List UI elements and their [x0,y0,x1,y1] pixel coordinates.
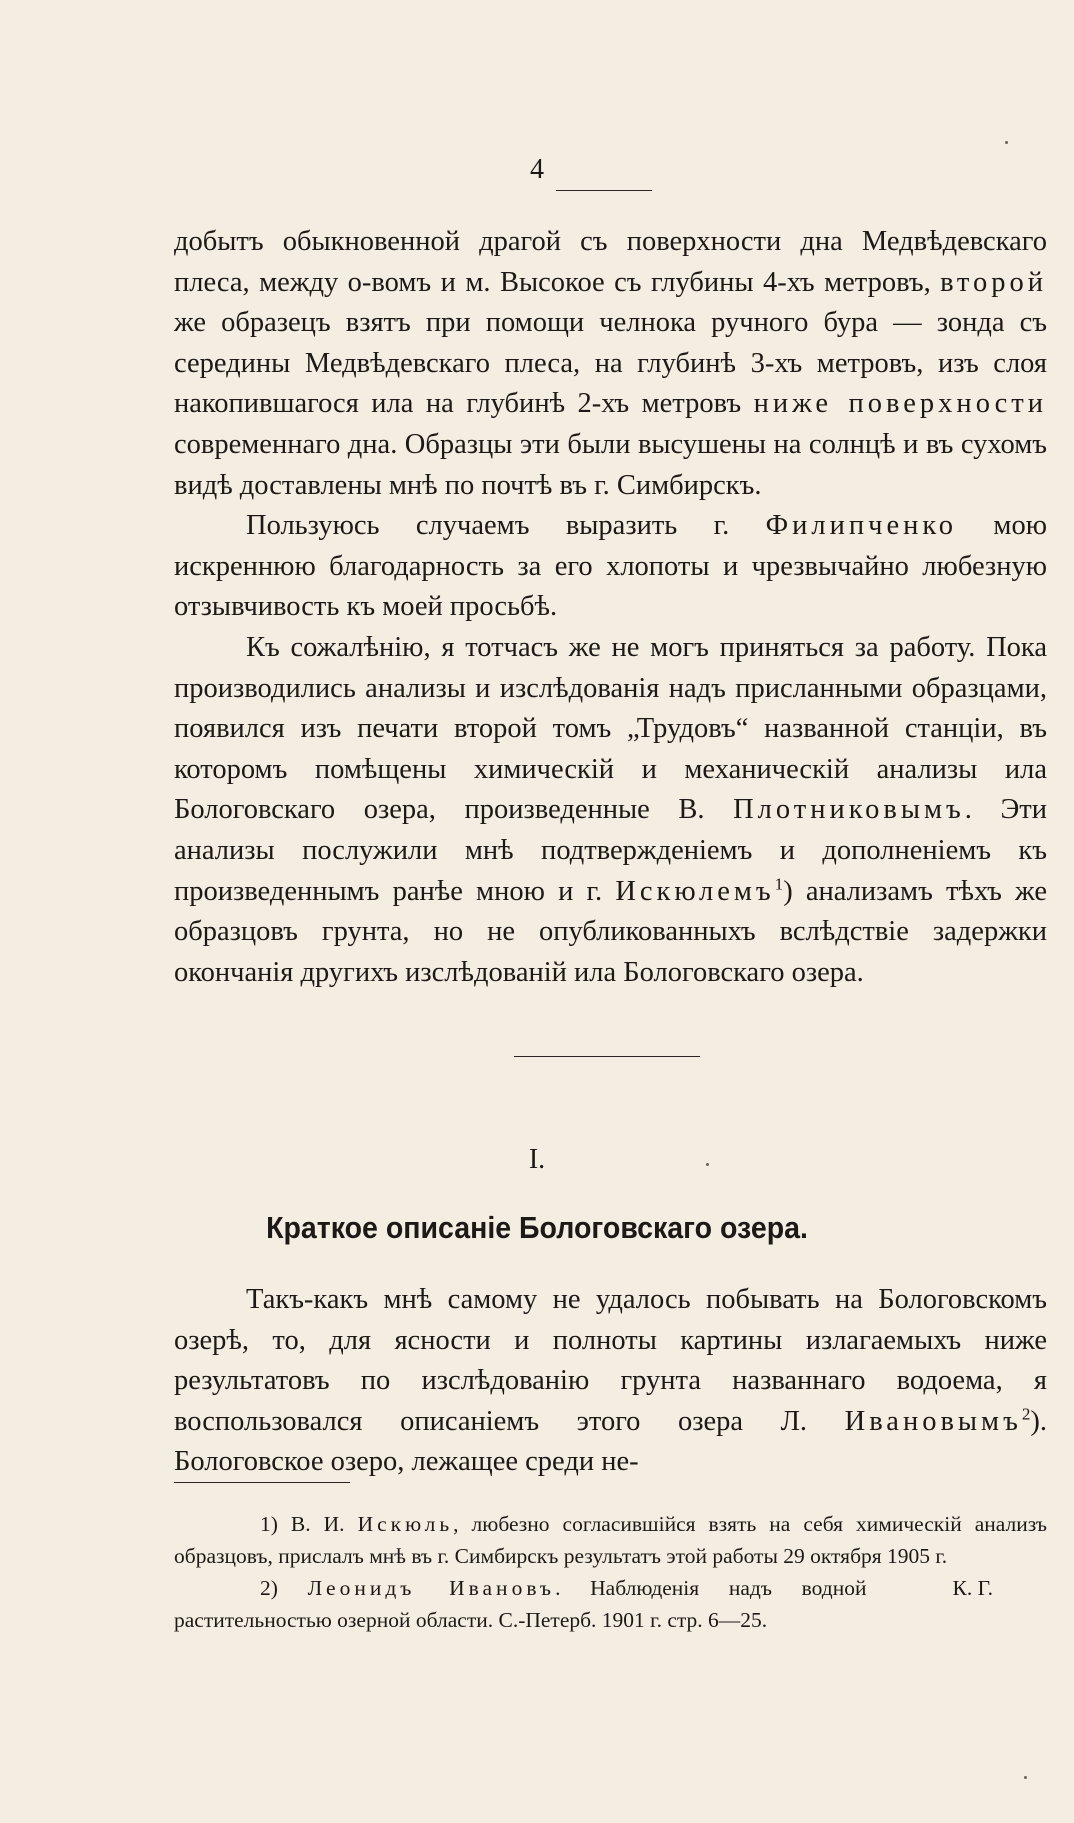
paragraph [174,628,1047,993]
text-run: Такъ-какъ мнѣ самому не удалось побывать на Бологовскомъ озерѣ, то, для ясности и полноты картины излагаемыхъ ниже результатовъ по изслѣдованію грунта названнаго водоема, я воспользовался описаніемъ этого озера Л. [174,1284,1047,1437]
text-run: Къ сожалѣнію, я тотчасъ же не могъ приняться за работу. Пока производились анализы и изслѣдованія надъ присланными образцами, появился изъ печати второй томъ „Трудовъ“ названной станціи, въ которомъ помѣщены химическій и механическій анализы ила Бологовскаго озера, произведенные В. [174,631,1047,826]
text-run: добытъ обыкновенной драгой съ поверхности дна Медвѣдевскаго плеса, между о-вомъ и м. Высокое съ глубины 4-хъ метровъ, [174,226,1047,298]
footnotes [174,1508,1047,1636]
section-numeral: I. [528,1144,546,1175]
text-run: современнаго дна. Образцы эти были высушены на солнцѣ и въ сухомъ видѣ доставлены мнѣ по почтѣ въ г. Симбирскъ. [174,428,1047,501]
section-title: Краткое описаніе Бологовскаго озера. [266,1210,808,1245]
paragraph [174,222,1047,506]
spaced-emphasis: Филипченко [765,510,958,542]
footnote-initials: К. Г. [952,1576,993,1600]
paragraph [174,506,1047,628]
spaced-emphasis: Ивановымъ [844,1405,1022,1437]
footnote-marker: 2 [1021,1404,1031,1424]
section-text [174,1280,1047,1483]
text-run: Пользуюсь случаемъ выразить г. [246,510,766,542]
section-divider [514,1056,700,1057]
spaced-emphasis: второй [940,266,1047,298]
text-run: 2) [260,1576,308,1600]
text-run: , любезно согласившійся взять на себя химическій анализъ образцовъ, прислалъ мнѣ въ г. Симбирскъ результатъ этой работы 29 октября 1905 г. [174,1512,1047,1568]
text-run: . Наблюденія надъ водной растительностью озерной области. С.-Петерб. 1901 г. стр. 6—25. [174,1576,867,1632]
paper-speck [1024,1776,1027,1779]
spaced-emphasis: Искюль [357,1512,454,1536]
page-number: 4 [530,154,544,185]
text-run: мою искреннюю благодарность за его хлопоты и чрезвычайно любезную отзывчивость къ моей просьбѣ. [174,510,1048,623]
footnote-marker: 1 [774,874,784,893]
text-run: 1) В. И. [260,1512,358,1536]
paragraph [174,1280,1047,1483]
paper-speck [1005,141,1008,144]
text-run: же образецъ взятъ при помощи челнока ручного бура — зонда съ середины Медвѣдевскаго плеса, на глубинѣ 3-хъ метровъ, изъ слоя накопившагося ила на глубинѣ 2-хъ метровъ [174,307,1047,420]
text-run: ) анализамъ тѣхъ же образцовъ грунта, но не опубликованныхъ вслѣдствіе задержки окончанія другихъ изслѣдованій ила Бологовскаго озера. [174,875,1048,988]
spaced-emphasis: Плотниковымъ [733,794,965,826]
text-run: . Эти анализы послужили мнѣ подтвержденіемъ и дополненіемъ къ произведеннымъ ранѣе мною и г. [174,794,1047,907]
spaced-emphasis: Искюлемъ [615,875,775,907]
intro-text [174,222,1047,993]
paper-speck [706,1163,709,1166]
page-number-rule [556,190,652,191]
text-run: ). Бологовское озеро, лежащее среди не- [174,1405,1047,1478]
spaced-emphasis: Леонидъ Ивановъ [307,1576,556,1600]
footnote-rule [174,1482,350,1483]
spaced-emphasis: ниже поверхности [753,388,1048,420]
